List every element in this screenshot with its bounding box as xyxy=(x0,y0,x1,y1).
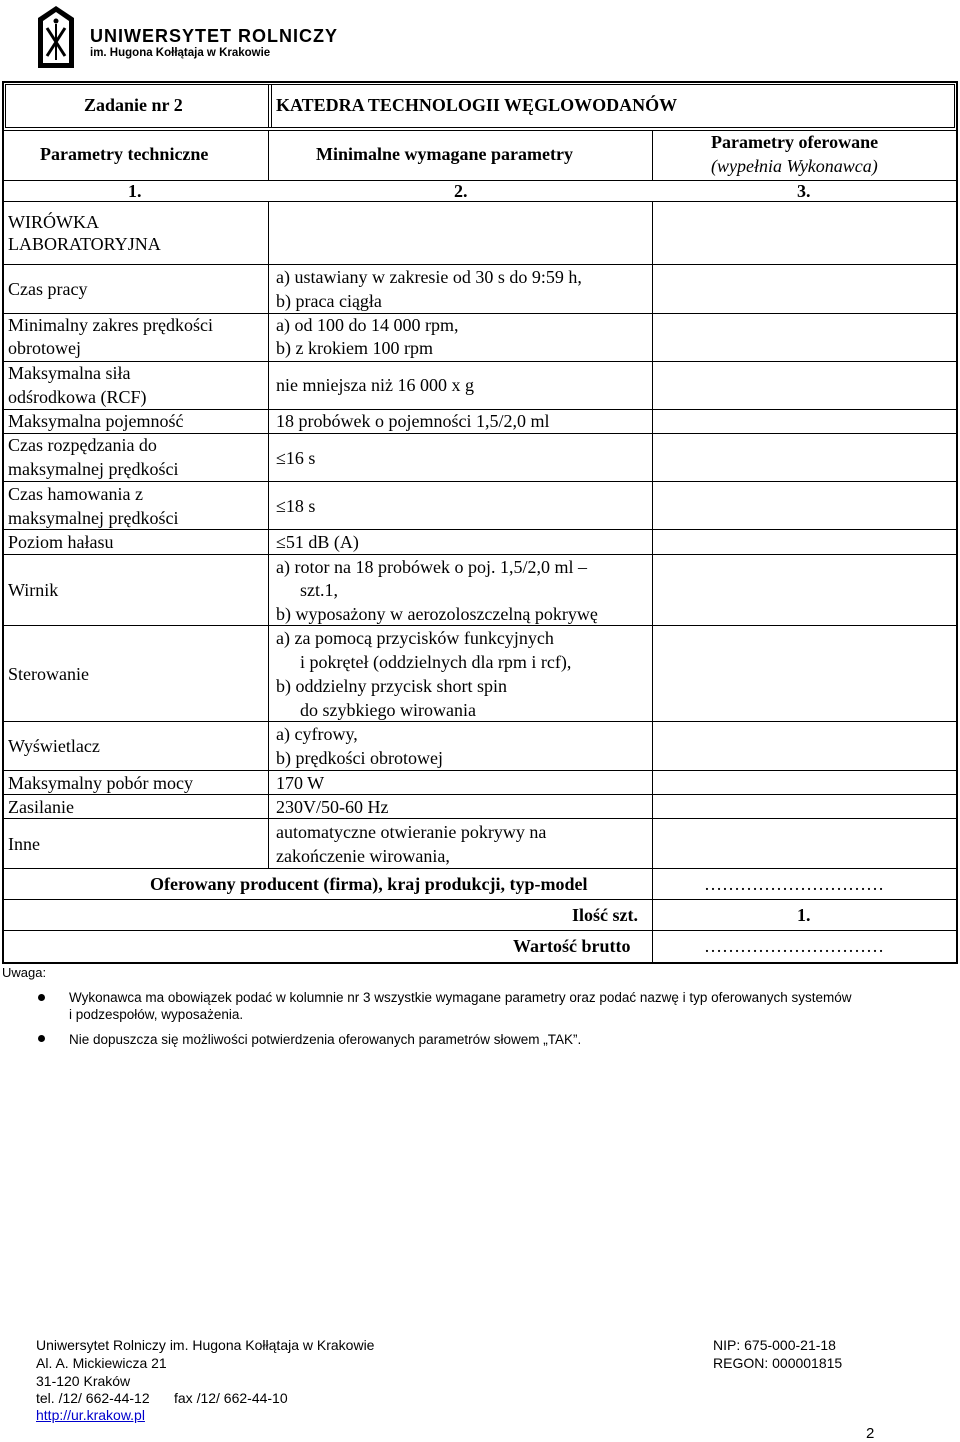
quantity-label: Ilość szt. xyxy=(572,905,638,925)
producer-value[interactable]: ………………………… xyxy=(704,874,884,894)
param-value: i pokręteł (oddzielnych dla rpm i rcf), xyxy=(300,652,572,672)
param-label: obrotowej xyxy=(8,338,81,358)
col-header-technical: Parametry techniczne xyxy=(40,144,209,164)
university-subtitle: im. Hugona Kołłątaja w Krakowie xyxy=(90,47,271,59)
param-label: Wyświetlacz xyxy=(8,736,100,756)
param-label: Maksymalny pobór mocy xyxy=(8,773,193,793)
param-label: Maksymalna pojemność xyxy=(8,411,184,431)
param-label: Sterowanie xyxy=(8,664,89,684)
footer-fax: fax /12/ 662-44-10 xyxy=(174,1390,288,1406)
param-label: Poziom hałasu xyxy=(8,532,114,552)
bullet-icon xyxy=(38,994,45,1001)
param-value: b) oddzielny przycisk short spin xyxy=(276,676,507,696)
note-1-cont: i podzespołów, wyposażenia. xyxy=(69,1007,244,1022)
table-border-bottom xyxy=(2,962,958,964)
department-name: KATEDRA TECHNOLOGII WĘGLOWODANÓW xyxy=(276,95,678,115)
notes-label: Uwaga: xyxy=(2,965,47,980)
param-label: Zasilanie xyxy=(8,797,74,817)
col-number-3: 3. xyxy=(797,181,811,201)
param-value: a) ustawiany w zakresie od 30 s do 9:59 h, xyxy=(276,267,582,287)
footer-website-link[interactable]: http://ur.krakow.pl xyxy=(36,1407,145,1423)
param-value: a) za pomocą przycisków funkcyjnych xyxy=(276,628,554,648)
param-value: 230V/50-60 Hz xyxy=(276,797,389,817)
param-value: ≤18 s xyxy=(276,496,316,516)
param-label: Czas hamowania z xyxy=(8,484,143,504)
param-label: Wirnik xyxy=(8,580,59,600)
university-name: UNIWERSYTET ROLNICZY xyxy=(90,26,338,46)
param-value: b) prędkości obrotowej xyxy=(276,748,443,768)
footer-city: 31-120 Kraków xyxy=(36,1373,131,1389)
col-header-offered-note: (wypełnia Wykonawca) xyxy=(711,156,878,176)
quantity-value: 1. xyxy=(797,905,811,925)
bullet-icon xyxy=(38,1035,45,1042)
param-label: odśrodkowa (RCF) xyxy=(8,387,147,407)
param-value: a) cyfrowy, xyxy=(276,724,358,744)
footer-address: Al. A. Mickiewicza 21 xyxy=(36,1355,167,1371)
param-value: ≤51 dB (A) xyxy=(276,532,359,552)
param-label: maksymalnej prędkości xyxy=(8,459,179,479)
col-header-required: Minimalne wymagane parametry xyxy=(316,144,573,164)
param-value: szt.1, xyxy=(300,580,338,600)
device-name-2: LABORATORYJNA xyxy=(8,234,161,254)
param-value: a) od 100 do 14 000 rpm, xyxy=(276,315,459,335)
note-2: Nie dopuszcza się możliwości potwierdzenia oferowanych parametrów słowem „TAK”. xyxy=(69,1032,582,1047)
note-1: Wykonawca ma obowiązek podać w kolumnie nr 3 wszystkie wymagane parametry oraz podać nazwę i typ oferowanych systemów xyxy=(69,990,852,1005)
param-value: 170 W xyxy=(276,773,325,793)
page-number: 2 xyxy=(866,1425,875,1442)
col-header-offered: Parametry oferowane xyxy=(711,132,879,152)
param-value: b) praca ciągła xyxy=(276,291,382,311)
device-name: WIRÓWKA xyxy=(8,212,99,232)
param-label: Czas rozpędzania do xyxy=(8,435,157,455)
param-value: 18 probówek o pojemności 1,5/2,0 ml xyxy=(276,411,550,431)
gross-value-field[interactable]: ………………………… xyxy=(704,936,884,956)
footer-phone: tel. /12/ 662-44-12 xyxy=(36,1390,150,1406)
param-value: nie mniejsza niż 16 000 x g xyxy=(276,375,474,395)
table-border-right xyxy=(956,81,958,964)
footer-university: Uniwersytet Rolniczy im. Hugona Kołłątaja w Krakowie xyxy=(36,1337,375,1353)
footer-regon: REGON: 000001815 xyxy=(713,1355,843,1371)
param-value: b) z krokiem 100 rpm xyxy=(276,338,433,358)
param-label: Czas pracy xyxy=(8,279,88,299)
task-number: Zadanie nr 2 xyxy=(84,95,183,115)
param-label: maksymalnej prędkości xyxy=(8,508,179,528)
param-label: Minimalny zakres prędkości xyxy=(8,315,213,335)
producer-label: Oferowany producent (firma), kraj produkcji, typ-model xyxy=(150,874,588,894)
footer-nip: NIP: 675-000-21-18 xyxy=(713,1337,836,1353)
gross-value-label: Wartość brutto xyxy=(513,936,631,956)
param-value: zakończenie wirowania, xyxy=(276,846,450,866)
param-value: do szybkiego wirowania xyxy=(300,700,476,720)
col-number-1: 1. xyxy=(128,181,142,201)
col-number-2: 2. xyxy=(454,181,468,201)
param-value: a) rotor na 18 probówek o poj. 1,5/2,0 ml – xyxy=(276,557,587,577)
param-label: Inne xyxy=(8,834,40,854)
table-border-top xyxy=(2,81,957,83)
table-border-left xyxy=(2,81,4,964)
param-label: Maksymalna siła xyxy=(8,363,131,383)
param-value: automatyczne otwieranie pokrywy na xyxy=(276,822,547,842)
param-value: b) wyposażony w aerozoloszczelną pokrywę xyxy=(276,604,598,624)
param-value: ≤16 s xyxy=(276,448,316,468)
university-logo-icon xyxy=(38,6,74,68)
